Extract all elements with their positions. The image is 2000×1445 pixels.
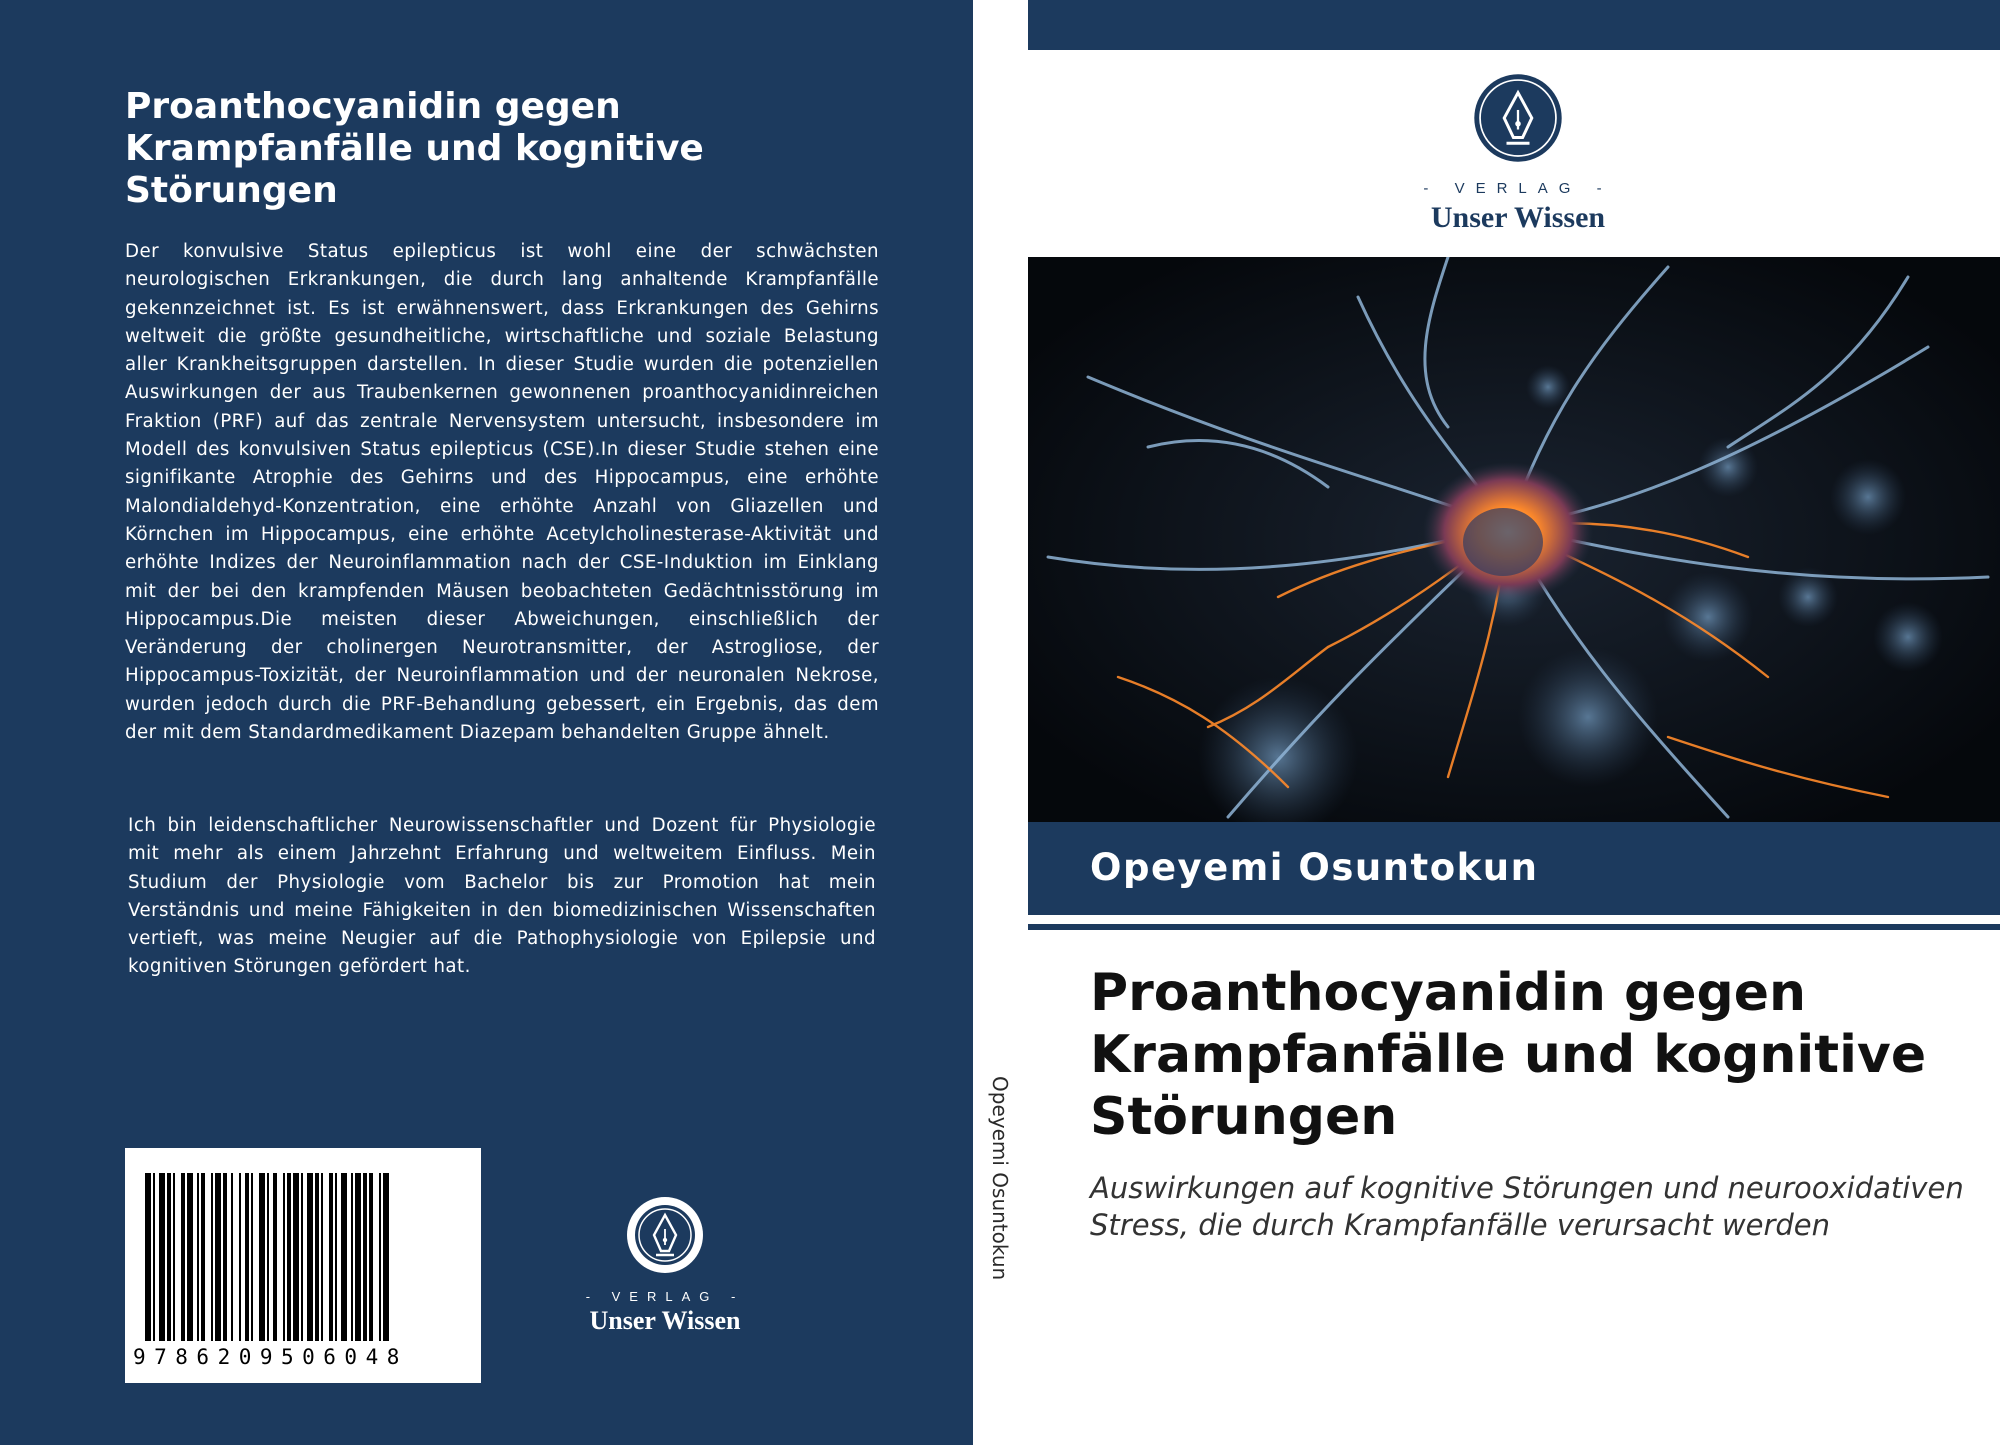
back-publisher-logo (575, 1195, 755, 1336)
front-publisher-name: Unser Wissen (1430, 201, 1606, 234)
front-publisher-verlag: - VERLAG - (1423, 180, 1613, 197)
pen-nib-seal-icon (1472, 72, 1564, 164)
spine-author: Opeyemi Osuntokun (988, 1076, 1012, 1281)
front-cover-subtitle: Auswirkungen auf kognitive Störungen und neurooxidativen Stress, die durch Krampfanfälle verursacht werden (1090, 1171, 1964, 1242)
front-cover-title: Proanthocyanidin gegen Krampfanfälle und kognitive Störungen (1090, 963, 1927, 1147)
neuron-image (1028, 257, 2000, 822)
back-cover-title: Proanthocyanidin gegen Krampfanfälle und kognitive Störungen (125, 86, 704, 211)
front-author-name: Opeyemi Osuntokun (1090, 846, 1539, 889)
back-publisher-name: Unser Wissen (589, 1306, 741, 1335)
pen-nib-seal-icon (625, 1195, 705, 1275)
front-cover (1028, 0, 2000, 1445)
front-top-bar (1028, 0, 2000, 50)
author-band (1028, 822, 2000, 915)
barcode-number: 9786209506048 (133, 1345, 408, 1369)
back-cover (0, 0, 973, 1445)
back-publisher-verlag: - VERLAG - (585, 1289, 745, 1304)
back-cover-blurb: Der konvulsive Status epilepticus ist wohl eine der schwächsten neurologischen Erkrankungen, die durch lang anhaltende Krampfanfälle gekennzeichnet ist. Es ist erwähnenswert, dass Erkrankungen des Gehirns weltweit die größte gesundheitliche, wirtschaftliche und soziale Belastung aller Krankheitsgruppen darstellen. In dieser Studie wurden die potenziellen Auswirkungen der aus Traubenkernen gewonnenen proanthocyanidinreichen Fraktion (PRF) auf das zentrale Nervensystem untersucht, insbesondere im Modell des konvulsiven Status epilepticus (CSE).In dieser Studie stehen eine signifikante Atrophie des Gehirns und des Hippocampus, eine erhöhte Malondialdehyd-Konzentration, eine erhöhte Anzahl von Gliazellen und Körnchen im Hippocampus, eine erhöhte Acetylcholinesterase-Aktivität und erhöhte Indizes der Neuroinflammation nach der CSE-Induktion im Einklang mit der bei den krampfenden Mäusen beobachteten Gedächtnisstörung im Hippocampus.Die meisten dieser Abweichungen, einschließlich der Veränderung der cholinergen Neurotransmitter, der Astrogliose, der Hippocampus-Toxizität, der Neuroinflammation und der neuronalen Nekrose, wurden jedoch durch die PRF-Behandlung gebessert, ein Ergebnis, das dem der mit dem Standardmedikament Diazepam behandelten Gruppe ähnelt. (125, 241, 879, 744)
neuron-illustration (1028, 257, 2000, 822)
divider-line (1028, 924, 2000, 930)
author-bio: Ich bin leidenschaftlicher Neurowissenschaftler und Dozent für Physiologie mit mehr als einem Jahrzehnt Erfahrung und weltweitem Einfluss. Mein Studium der Physiologie vom Bachelor bis zur Promotion hat mein Verständnis und meine Fähigkeiten in den biomedizinischen Wissenschaften vertieft, was meine Neugier auf die Pathophysiologie von Epilepsie und kognitiven Störungen gefördert hat. (128, 815, 876, 978)
barcode-bars (145, 1173, 461, 1341)
isbn-barcode (125, 1148, 481, 1383)
front-publisher-logo (1398, 72, 1638, 235)
